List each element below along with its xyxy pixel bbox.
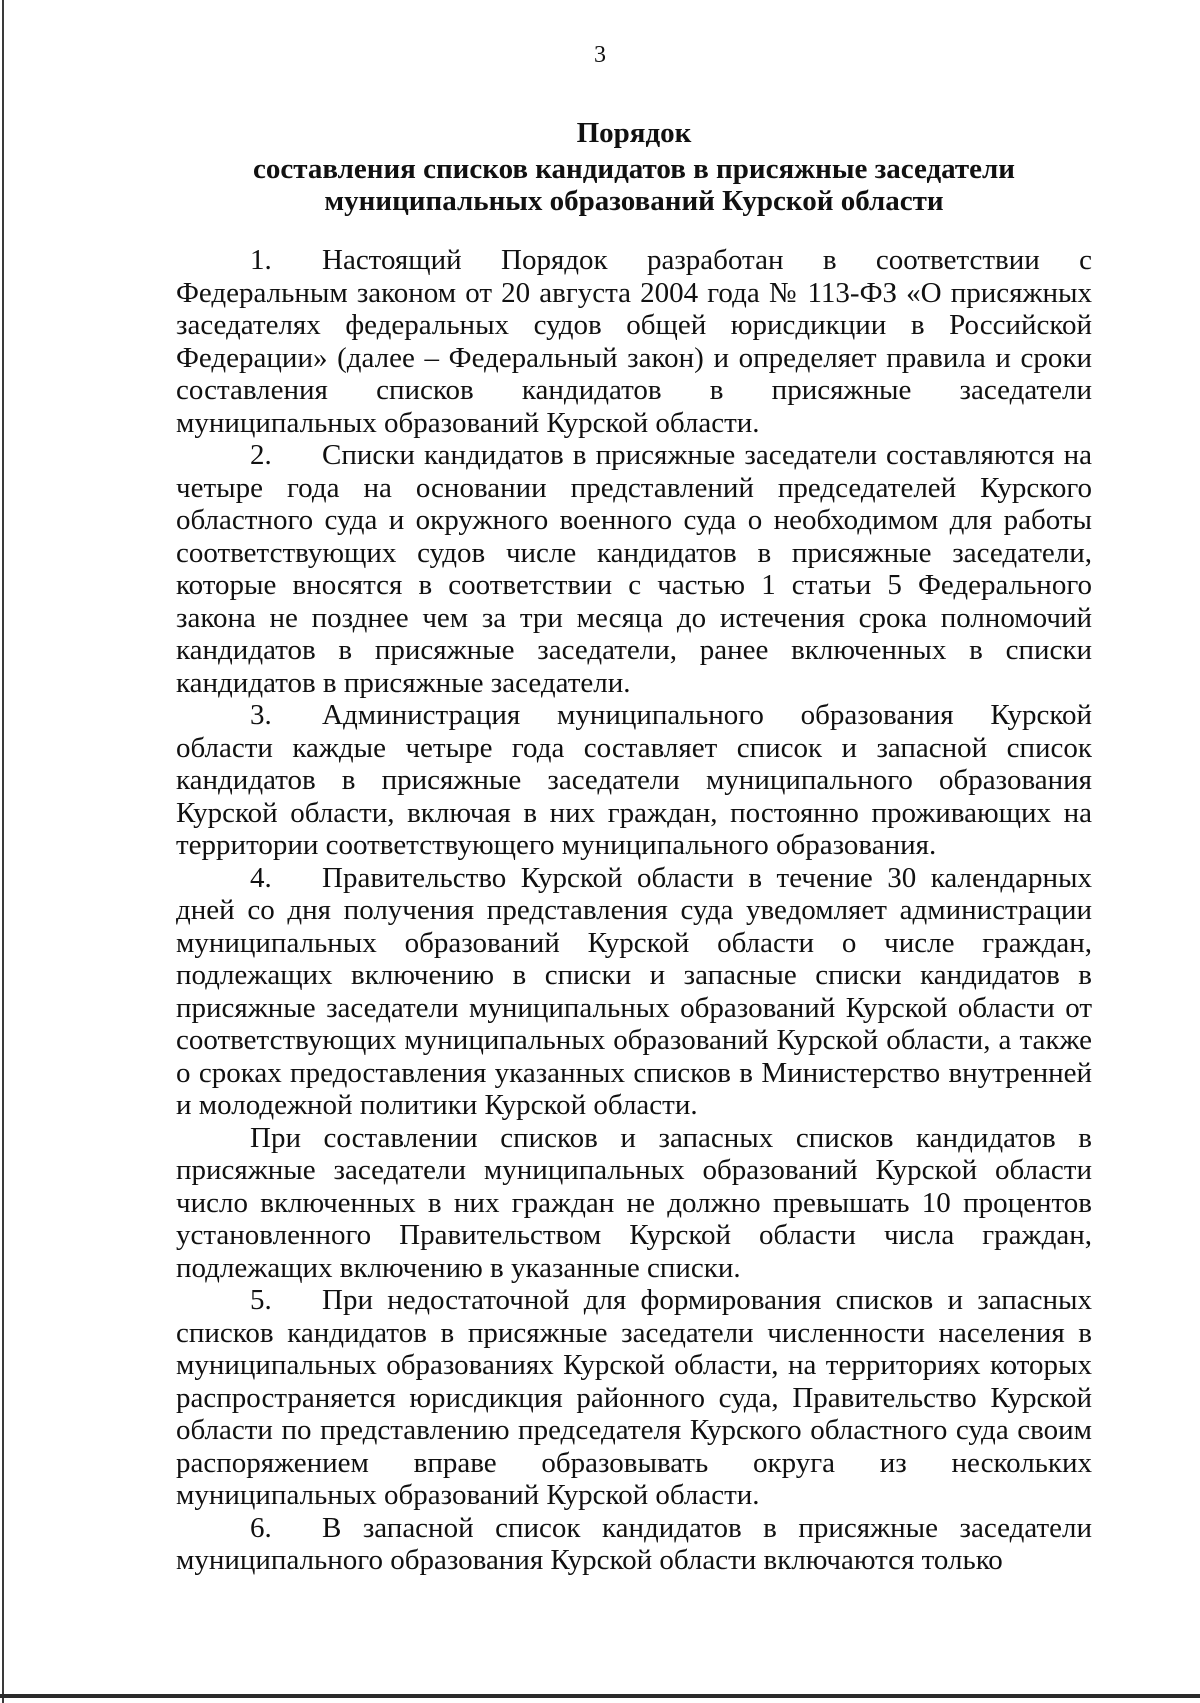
document-subtitle-line-2: муниципальных образований Курской области	[324, 185, 944, 217]
paragraph-4-continuation	[176, 1122, 1092, 1285]
paragraph-number: 3.	[250, 699, 272, 731]
paragraph-text: Настоящий Порядок разработан в соответствии с Федеральным законом от 20 августа 2004 года № 113-ФЗ «О присяжных заседателях федеральных судов общей юрисдикции в Российской Федерации» (далее – Федеральный закон) и определяет правила и сроки составления списков кандидатов в присяжные заседатели муниципальных образований Курской области.	[176, 244, 1092, 439]
paragraph-6	[176, 1512, 1092, 1577]
paragraph-text: При недостаточной для формирования списков и запасных списков кандидатов в присяжные заседатели численности населения в муниципальных образованиях Курской области, на территориях которых распространяется юрисдикция районного суда, Правительство Курской области по представлению председателя Курского областного суда своим распоряжением вправе образовывать округа из нескольких муниципальных образований Курской области.	[176, 1284, 1092, 1511]
paragraph-5	[176, 1284, 1092, 1512]
paragraph-3	[176, 699, 1092, 862]
paragraph-number: 1.	[250, 244, 272, 276]
paragraph-number: 6.	[250, 1511, 272, 1544]
scan-bottom-edge	[0, 1694, 1200, 1698]
paragraph-number: 5.	[250, 1284, 272, 1316]
scan-left-edge	[2, 0, 4, 1703]
paragraph-4	[176, 862, 1092, 1122]
document-subtitle-line-1: составления списков кандидатов в присяжные заседатели	[252, 153, 1016, 185]
paragraph-text: В запасной список кандидатов в присяжные заседатели муниципального образования Курской области включаются только	[176, 1511, 1092, 1576]
paragraph-number: 4.	[250, 861, 272, 894]
document-title: Порядок	[576, 117, 692, 149]
paragraph-2	[176, 439, 1092, 699]
paragraph-text: Правительство Курской области в течение 30 календарных дней со дня получения представления суда уведомляет администрации муниципальных образований Курской области о числе граждан, подлежащих включению в списки и запасные списки кандидатов в присяжные заседатели муниципальных образований Курской области от соответствующих муниципальных образований Курской области, а также о сроках предоставления указанных списков в Министерство внутренней и молодежной политики Курской области.	[176, 861, 1092, 1121]
paragraph-text: Администрация муниципального образования Курской области каждые четыре года составляет список и запасной список кандидатов в присяжные заседатели муниципального образования Курской области, включая в них граждан, постоянно проживающих на территории соответствующего муниципального образования.	[176, 699, 1092, 861]
paragraph-number: 2.	[250, 439, 272, 471]
paragraph-text: Списки кандидатов в присяжные заседатели составляются на четыре года на основании представлений председателей Курского областного суда и окружного военного суда о необходимом для работы соответствующих судов числе кандидатов в присяжные заседатели, которые вносятся в соответствии с частью 1 статьи 5 Федерального закона не позднее чем за три месяца до истечения срока полномочий кандидатов в присяжные заседатели, ранее включенных в списки кандидатов в присяжные заседатели.	[176, 439, 1092, 699]
paragraph-text: При составлении списков и запасных списков кандидатов в присяжные заседатели муниципальных образований Курской области число включенных в них граждан не должно превышать 10 процентов установленного Правительством Курской области числа граждан, подлежащих включению в указанные списки.	[176, 1121, 1092, 1284]
paragraph-1	[176, 244, 1092, 439]
page-number: 3	[594, 42, 606, 68]
document-body	[176, 244, 1092, 1577]
